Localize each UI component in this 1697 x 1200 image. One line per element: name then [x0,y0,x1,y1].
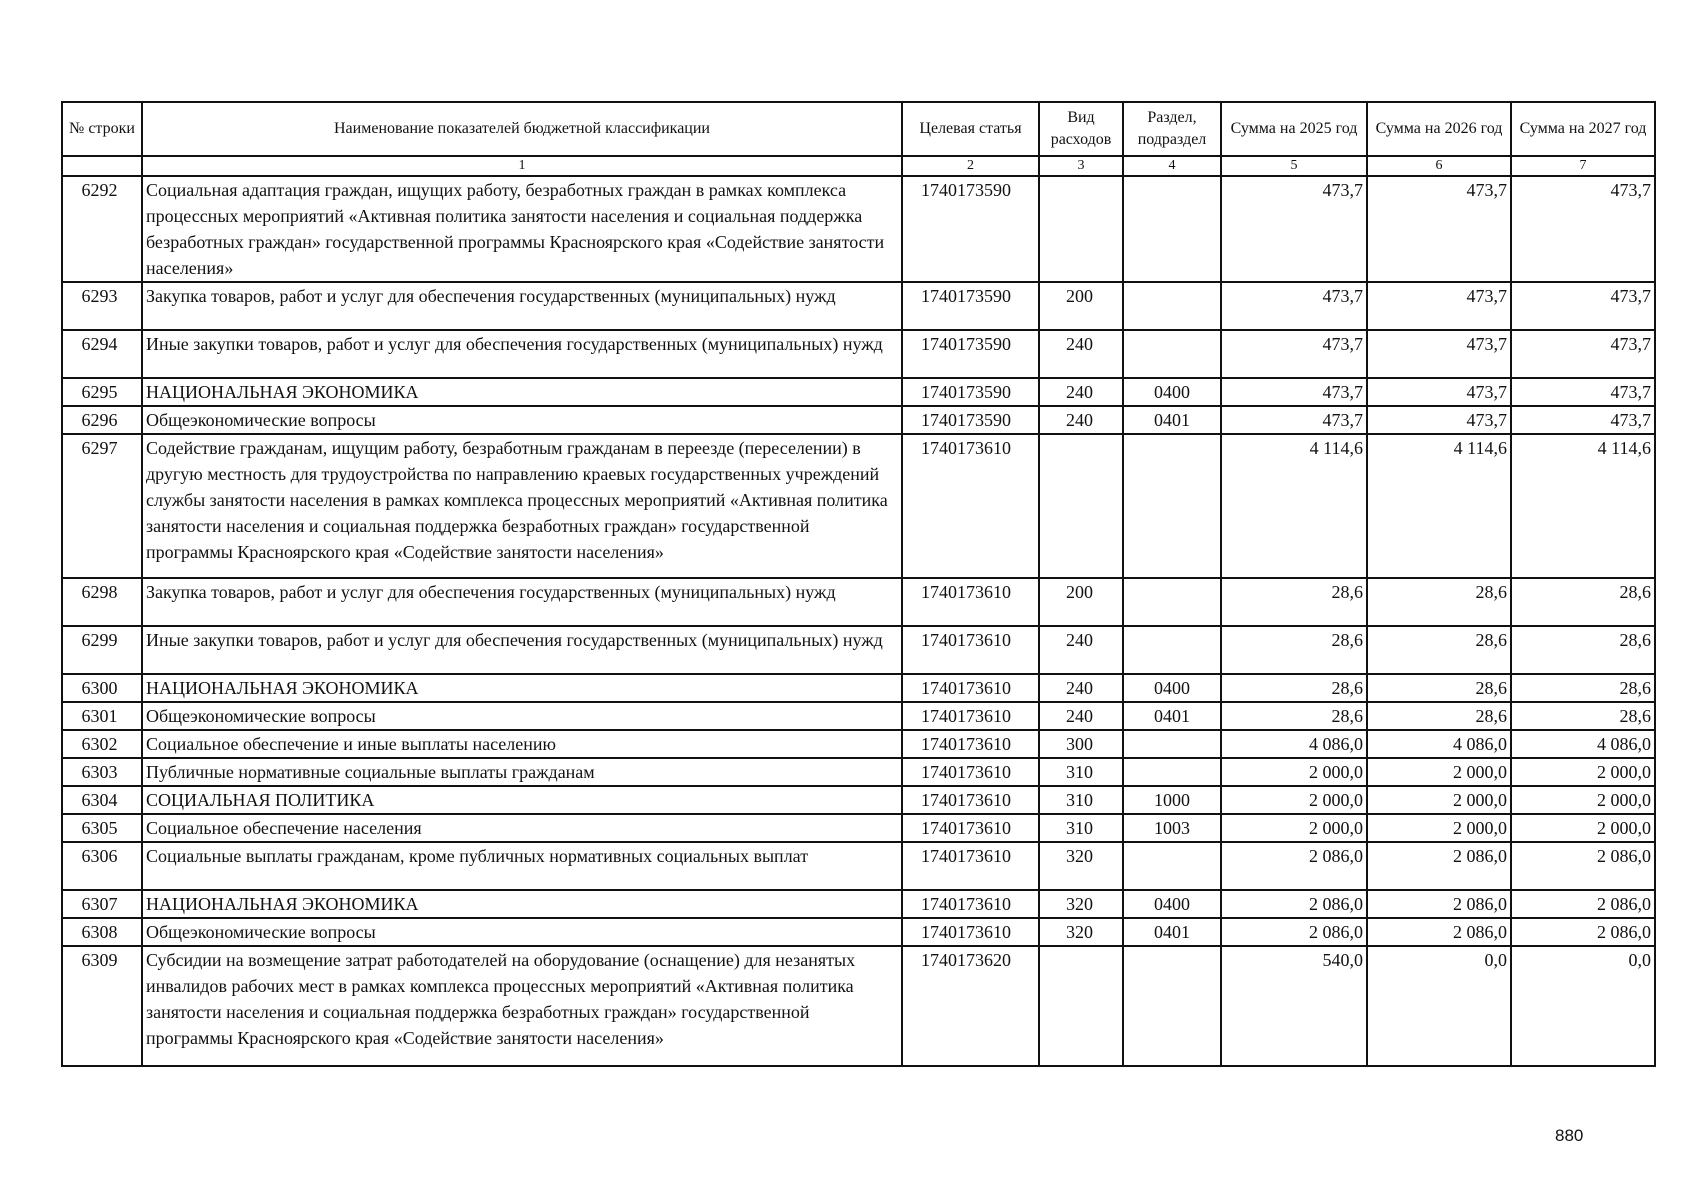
expense-type-cell: 240 [1039,626,1123,674]
name-cell: Закупка товаров, работ и услуг для обеспечения государственных (муниципальных) нужд [142,282,902,330]
section-cell [1123,176,1221,282]
sum-2026-cell: 2 086,0 [1367,890,1511,918]
expense-type-cell: 300 [1039,730,1123,758]
sum-2025-cell: 28,6 [1221,626,1367,674]
name-cell: Публичные нормативные социальные выплаты гражданам [142,758,902,786]
sum-2026-cell: 2 000,0 [1367,814,1511,842]
sum-2027-cell: 473,7 [1511,406,1655,434]
header-target: Целевая статья [902,102,1039,156]
sum-2027-cell: 28,6 [1511,674,1655,702]
expense-type-cell: 320 [1039,918,1123,946]
header-section: Раздел, подраздел [1123,102,1221,156]
row-number-cell: 6297 [62,434,142,578]
row-number-cell: 6292 [62,176,142,282]
sum-2027-cell: 2 086,0 [1511,842,1655,890]
sum-2027-cell: 2 000,0 [1511,814,1655,842]
sum-2025-cell: 540,0 [1221,946,1367,1066]
section-cell [1123,282,1221,330]
sum-2026-cell: 2 000,0 [1367,786,1511,814]
expense-type-cell: 320 [1039,890,1123,918]
sum-2026-cell: 28,6 [1367,702,1511,730]
row-number-cell: 6299 [62,626,142,674]
target-article-cell: 1740173590 [902,406,1039,434]
row-number-cell: 6304 [62,786,142,814]
sum-2025-cell: 2 000,0 [1221,786,1367,814]
sum-2025-cell: 473,7 [1221,406,1367,434]
table-row [62,730,1655,758]
row-number-cell: 6305 [62,814,142,842]
sum-2027-cell: 2 086,0 [1511,890,1655,918]
name-cell: Субсидии на возмещение затрат работодателей на оборудование (оснащение) для незанятых инвалидов рабочих мест в рамках комплекса процессных мероприятий «Активная политика занятости населения и социальная поддержка безработных граждан» государственной программы Красноярского края «Содействие занятости населения» [142,946,902,1066]
section-cell [1123,434,1221,578]
target-article-cell: 1740173590 [902,378,1039,406]
section-cell: 0400 [1123,378,1221,406]
column-number: 6 [1367,156,1511,176]
sum-2027-cell: 473,7 [1511,378,1655,406]
row-number-cell: 6298 [62,578,142,626]
sum-2026-cell: 473,7 [1367,282,1511,330]
sum-2026-cell: 4 086,0 [1367,730,1511,758]
sum-2025-cell: 28,6 [1221,674,1367,702]
expense-type-cell: 310 [1039,786,1123,814]
sum-2027-cell: 28,6 [1511,702,1655,730]
section-cell [1123,730,1221,758]
header-row-num: № строки [62,102,142,156]
expense-type-cell: 200 [1039,578,1123,626]
row-number-cell: 6309 [62,946,142,1066]
name-cell: Общеэкономические вопросы [142,918,902,946]
target-article-cell: 1740173610 [902,842,1039,890]
column-number: 4 [1123,156,1221,176]
row-number-cell: 6295 [62,378,142,406]
expense-type-cell: 240 [1039,406,1123,434]
target-article-cell: 1740173590 [902,330,1039,378]
name-cell: Социальная адаптация граждан, ищущих работу, безработных граждан в рамках комплекса процессных мероприятий «Активная политика занятости населения и социальная поддержка безработных граждан» государственной программы Красноярского края «Содействие занятости населения» [142,176,902,282]
expense-type-cell: 320 [1039,842,1123,890]
expense-type-cell: 200 [1039,282,1123,330]
expense-type-cell: 240 [1039,702,1123,730]
sum-2025-cell: 28,6 [1221,702,1367,730]
name-cell: Социальные выплаты гражданам, кроме публичных нормативных социальных выплат [142,842,902,890]
sum-2026-cell: 28,6 [1367,626,1511,674]
sum-2026-cell: 0,0 [1367,946,1511,1066]
table-row [62,282,1655,330]
target-article-cell: 1740173620 [902,946,1039,1066]
target-article-cell: 1740173610 [902,674,1039,702]
target-article-cell: 1740173610 [902,918,1039,946]
sum-2025-cell: 473,7 [1221,330,1367,378]
name-cell: Иные закупки товаров, работ и услуг для обеспечения государственных (муниципальных) нужд [142,626,902,674]
sum-2027-cell: 2 000,0 [1511,758,1655,786]
sum-2025-cell: 473,7 [1221,378,1367,406]
table-row [62,578,1655,626]
column-number: 7 [1511,156,1655,176]
sum-2026-cell: 2 086,0 [1367,918,1511,946]
target-article-cell: 1740173610 [902,786,1039,814]
section-cell [1123,626,1221,674]
sum-2027-cell: 2 000,0 [1511,786,1655,814]
sum-2027-cell: 473,7 [1511,176,1655,282]
row-number-cell: 6303 [62,758,142,786]
target-article-cell: 1740173610 [902,702,1039,730]
sum-2027-cell: 28,6 [1511,578,1655,626]
section-cell [1123,758,1221,786]
sum-2026-cell: 28,6 [1367,674,1511,702]
sum-2026-cell: 473,7 [1367,378,1511,406]
sum-2025-cell: 2 086,0 [1221,842,1367,890]
section-cell: 1003 [1123,814,1221,842]
sum-2025-cell: 4 114,6 [1221,434,1367,578]
name-cell: Закупка товаров, работ и услуг для обеспечения государственных (муниципальных) нужд [142,578,902,626]
section-cell: 0401 [1123,702,1221,730]
target-article-cell: 1740173610 [902,730,1039,758]
name-cell: Социальное обеспечение и иные выплаты населению [142,730,902,758]
column-number: 5 [1221,156,1367,176]
sum-2025-cell: 2 000,0 [1221,758,1367,786]
sum-2026-cell: 4 114,6 [1367,434,1511,578]
sum-2027-cell: 2 086,0 [1511,918,1655,946]
table-row [62,702,1655,730]
name-cell: Социальное обеспечение населения [142,814,902,842]
expense-type-cell [1039,946,1123,1066]
sum-2026-cell: 473,7 [1367,330,1511,378]
name-cell: Общеэкономические вопросы [142,702,902,730]
name-cell: Общеэкономические вопросы [142,406,902,434]
sum-2025-cell: 4 086,0 [1221,730,1367,758]
row-number-cell: 6300 [62,674,142,702]
name-cell: СОЦИАЛЬНАЯ ПОЛИТИКА [142,786,902,814]
expense-type-cell [1039,434,1123,578]
row-number-cell: 6293 [62,282,142,330]
table-row [62,434,1655,578]
header-sum-2026: Сумма на 2026 год [1367,102,1511,156]
target-article-cell: 1740173610 [902,434,1039,578]
expense-type-cell [1039,176,1123,282]
target-article-cell: 1740173610 [902,758,1039,786]
name-cell: НАЦИОНАЛЬНАЯ ЭКОНОМИКА [142,378,902,406]
table-body [62,176,1655,1066]
section-cell: 1000 [1123,786,1221,814]
sum-2027-cell: 473,7 [1511,330,1655,378]
table-row [62,378,1655,406]
target-article-cell: 1740173590 [902,176,1039,282]
section-cell [1123,578,1221,626]
row-number-cell: 6296 [62,406,142,434]
target-article-cell: 1740173590 [902,282,1039,330]
name-cell: Содействие гражданам, ищущим работу, безработным гражданам в переезде (переселении) в другую местность для трудоустройства по направлению краевых государственных учреждений службы занятости населения в рамках комплекса процессных мероприятий «Активная политика занятости населения и социальная поддержка безработных граждан» государственной программы Красноярского края «Содействие занятости населения» [142,434,902,578]
page-number: 880 [1555,1126,1584,1145]
column-number-row [62,156,1655,176]
target-article-cell: 1740173610 [902,578,1039,626]
expense-type-cell: 310 [1039,814,1123,842]
header-name: Наименование показателей бюджетной классификации [142,102,902,156]
table-row [62,786,1655,814]
header-sum-2027: Сумма на 2027 год [1511,102,1655,156]
table-row [62,626,1655,674]
section-cell: 0400 [1123,890,1221,918]
sum-2025-cell: 473,7 [1221,176,1367,282]
section-cell [1123,330,1221,378]
table-row [62,814,1655,842]
column-number: 1 [142,156,902,176]
section-cell [1123,842,1221,890]
expense-type-cell: 240 [1039,330,1123,378]
row-number-cell: 6306 [62,842,142,890]
budget-table [61,101,1656,1067]
expense-type-cell: 240 [1039,378,1123,406]
sum-2027-cell: 4 086,0 [1511,730,1655,758]
name-cell: НАЦИОНАЛЬНАЯ ЭКОНОМИКА [142,890,902,918]
table-row [62,946,1655,1066]
sum-2027-cell: 28,6 [1511,626,1655,674]
sum-2025-cell: 2 086,0 [1221,890,1367,918]
table-row [62,176,1655,282]
table-row [62,842,1655,890]
sum-2026-cell: 473,7 [1367,176,1511,282]
row-number-cell: 6307 [62,890,142,918]
sum-2025-cell: 2 000,0 [1221,814,1367,842]
table-row [62,918,1655,946]
table-row [62,330,1655,378]
table-row [62,758,1655,786]
header-row [62,102,1655,156]
header-sum-2025: Сумма на 2025 год [1221,102,1367,156]
sum-2027-cell: 4 114,6 [1511,434,1655,578]
sum-2026-cell: 2 000,0 [1367,758,1511,786]
row-number-cell: 6301 [62,702,142,730]
sum-2027-cell: 0,0 [1511,946,1655,1066]
column-number [62,156,142,176]
sum-2026-cell: 473,7 [1367,406,1511,434]
sum-2025-cell: 473,7 [1221,282,1367,330]
table-row [62,406,1655,434]
sum-2025-cell: 2 086,0 [1221,918,1367,946]
header-expense-type: Вид расходов [1039,102,1123,156]
sum-2027-cell: 473,7 [1511,282,1655,330]
row-number-cell: 6294 [62,330,142,378]
section-cell: 0401 [1123,406,1221,434]
section-cell: 0401 [1123,918,1221,946]
section-cell [1123,946,1221,1066]
expense-type-cell: 240 [1039,674,1123,702]
target-article-cell: 1740173610 [902,814,1039,842]
expense-type-cell: 310 [1039,758,1123,786]
table-row [62,890,1655,918]
row-number-cell: 6308 [62,918,142,946]
sum-2026-cell: 2 086,0 [1367,842,1511,890]
target-article-cell: 1740173610 [902,890,1039,918]
row-number-cell: 6302 [62,730,142,758]
target-article-cell: 1740173610 [902,626,1039,674]
name-cell: Иные закупки товаров, работ и услуг для обеспечения государственных (муниципальных) нужд [142,330,902,378]
column-number: 3 [1039,156,1123,176]
column-number: 2 [902,156,1039,176]
name-cell: НАЦИОНАЛЬНАЯ ЭКОНОМИКА [142,674,902,702]
section-cell: 0400 [1123,674,1221,702]
sum-2025-cell: 28,6 [1221,578,1367,626]
table-row [62,674,1655,702]
sum-2026-cell: 28,6 [1367,578,1511,626]
